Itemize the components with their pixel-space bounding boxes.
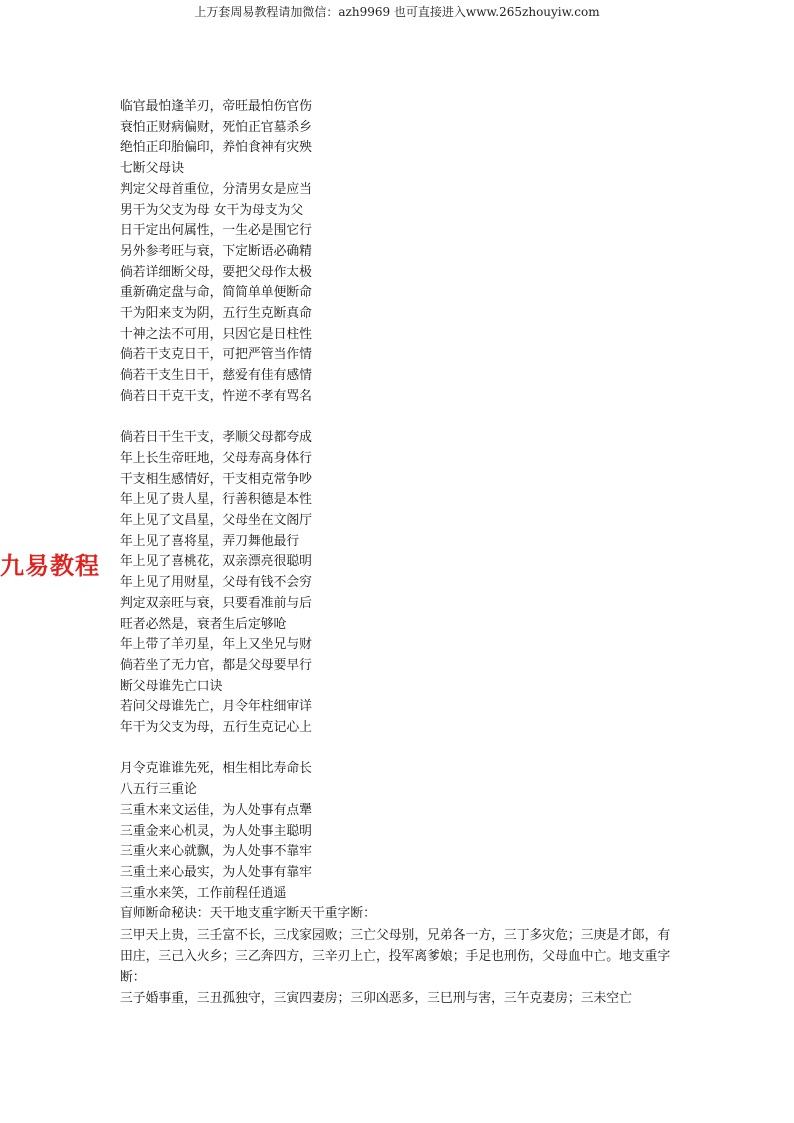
verse-line: 三重土来心最实，为人处事有靠牢 [120,864,312,880]
watermark-logo: 九易教程 [0,552,100,580]
verse-line: 另外参考旺与衰，下定断语必确精 [120,243,312,259]
verse-line: 年上见了文昌星，父母坐在文阁厅 [120,513,312,529]
verse-line: 重新确定盘与命，简简单单便断命 [120,285,312,301]
verse-line: 干支相生感情好，干支相克常争吵 [120,471,312,487]
verse-line: 十神之法不可用，只因它是日柱性 [120,326,312,342]
section-heading: 七断父母诀 [120,161,184,177]
verse-line: 倘若干支生日干，慈爱有佳有感情 [120,368,312,384]
verse-line: 日干定出何属性，一生必是围它行 [120,223,312,239]
verse-line: 三重火来心就飘，为人处事不靠牢 [120,844,312,860]
verse-line: 三重水来笑，工作前程任逍遥 [120,885,287,901]
verse-line: 年上见了喜将星，弄刀舞他最行 [120,533,300,549]
verse-line: 年干为父支为母，五行生克记心上 [120,720,312,736]
page-header: 上万套周易教程请加微信：azh9969 也可直接进入www.265zhouyiw.com [194,5,600,19]
verse-block-2 [120,428,680,739]
verse-line: 倘若日干克干支，忤逆不孝有骂名 [120,388,312,404]
verse-line: 临官最怕逢羊刃，帝旺最怕伤官伤 [120,99,312,114]
verse-line: 三重金来心机灵，为人处事主聪明 [120,823,312,839]
verse-line: 年上见了喜桃花，双亲漂亮很聪明 [120,554,312,570]
section-heading: 八五行三重论 [120,782,197,798]
verse-line: 倘若日干生干支，孝顺父母都夸成 [120,430,312,446]
verse-block-3 [120,759,680,925]
paragraph: 三子婚事重，三丑孤独守，三寅四妻房；三卯凶恶多，三巳刑与害，三午克妻房；三未空亡 [120,991,632,1007]
section-heading: 盲师断命秘诀：天干地支重字断天干重字断： [120,906,376,922]
verse-line: 倘若坐了无力官，都是父母要早行 [120,657,312,673]
verse-line: 年上长生帝旺地，父母寿高身体行 [120,450,312,466]
verse-line: 干为阳来支为阴，五行生克断真命 [120,306,312,322]
paragraph: 三甲天上贵，三壬富不长，三戊家园败；三亡父母别，兄弟各一方，三丁多灾危；三庚是才郎，有田庄，三己入火乡；三乙奔四方，三辛刃上亡，投军离爹娘；手足也刑伤，父母血中亡。地支重字断： [120,928,671,986]
verse-line: 衰怕正财病偏财，死怕正官墓杀乡 [120,119,312,135]
blank-line [120,408,680,429]
verse-line: 若问父母谁先亡，月令年柱细审详 [120,699,312,715]
verse-line: 倘若详细断父母，要把父母作太极 [120,264,312,280]
verse-line: 旺者必然是，衰者生后定够呛 [120,616,287,632]
verse-line: 判定父母首重位，分清男女是应当 [120,181,312,197]
verse-line: 年上见了贵人星，行善积德是本性 [120,492,312,508]
section-heading: 断父母谁先亡口诀 [120,678,223,694]
verse-line: 男干为父支为母 女干为母支为父 [120,202,304,218]
verse-line: 倘若干支克日干，可把严管当作情 [120,347,312,363]
verse-block-1 [120,97,680,408]
document-body [120,97,680,1009]
verse-line: 判定双亲旺与衰，只要看准前与后 [120,595,312,611]
verse-line: 年上见了用财星，父母有钱不会穷 [120,575,312,591]
verse-line: 绝怕正印胎偏印，养怕食神有灾殃 [120,140,312,156]
blank-line [120,739,680,760]
verse-line: 三重木来文运佳，为人处事有点犟 [120,802,312,818]
verse-line: 年上带了羊刃星，年上又坐兄与财 [120,637,312,653]
verse-line: 月令克谁谁先死，相生相比寿命长 [120,761,312,777]
